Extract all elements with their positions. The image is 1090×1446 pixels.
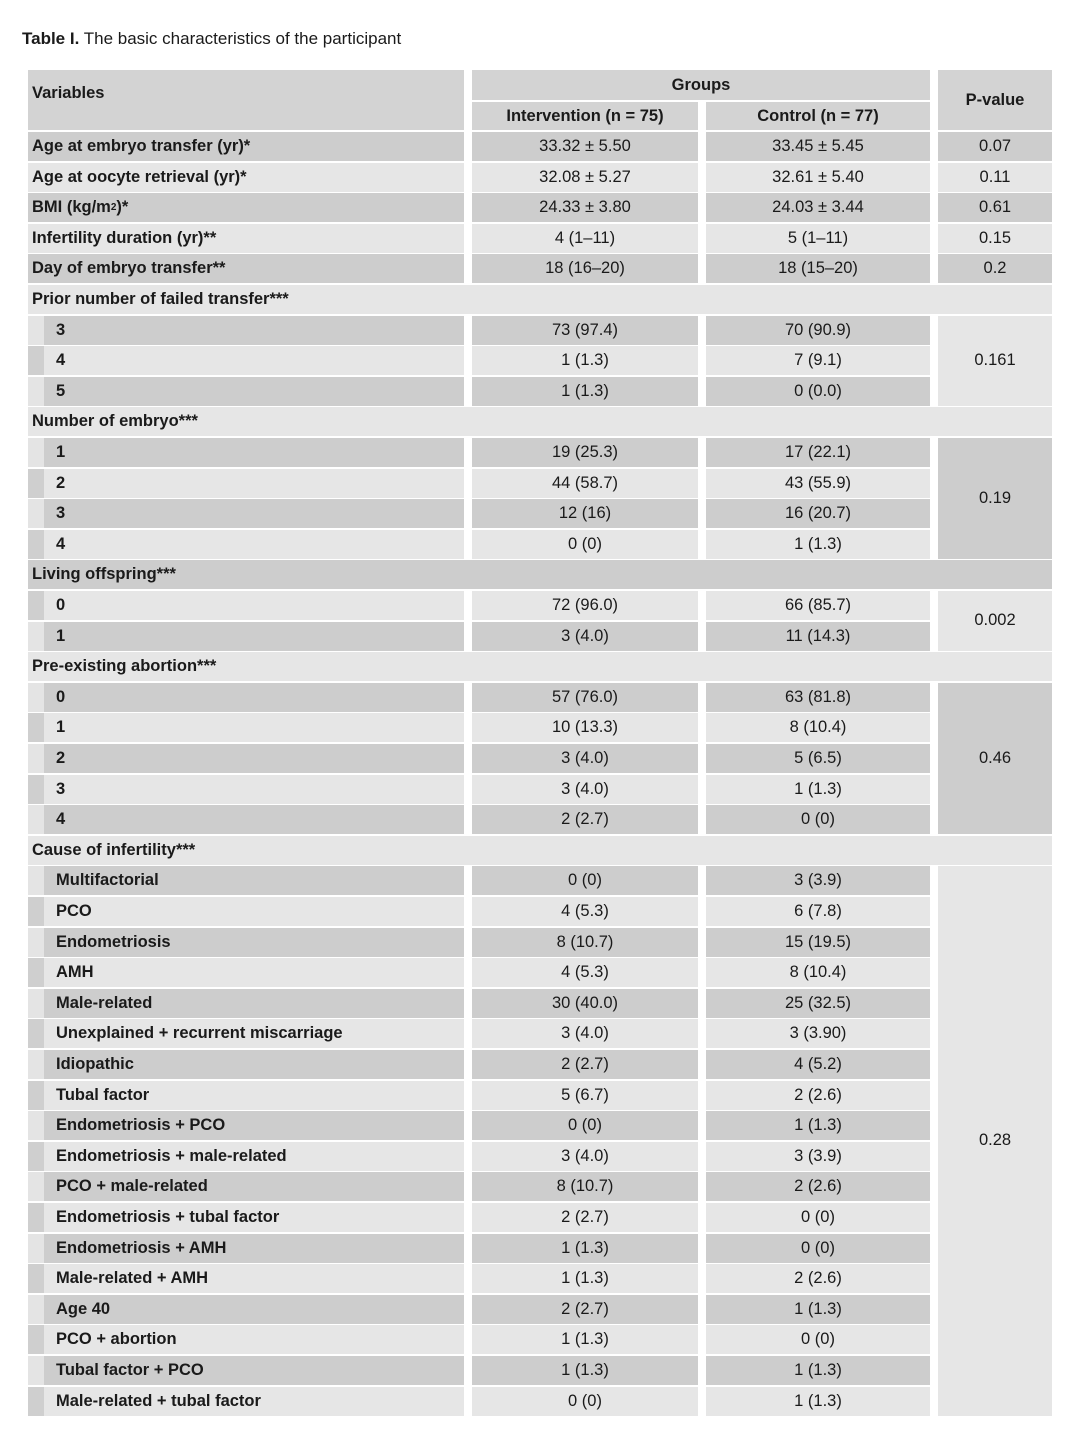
sub-row-label	[28, 928, 464, 957]
row-label-text: Male-related	[56, 993, 153, 1012]
row-label-text: PCO	[56, 902, 92, 920]
control-value	[706, 744, 930, 773]
row-label	[28, 132, 464, 161]
indent-bar	[28, 438, 44, 467]
indent-bar	[28, 1111, 44, 1140]
value-text: 1 (1.3)	[561, 1238, 609, 1257]
indent-bar	[28, 897, 44, 926]
control-value	[706, 897, 930, 926]
sub-row-label	[28, 1019, 464, 1048]
value-text: 0.61	[978, 198, 1012, 217]
value-text: 3 (3.9)	[794, 871, 842, 890]
indent-bar	[28, 1142, 44, 1171]
value-text: 0.15	[978, 228, 1012, 247]
intervention-value	[472, 316, 698, 345]
intervention-value	[472, 1111, 698, 1140]
group-pvalue-cell	[938, 866, 1052, 1415]
intervention-value	[472, 928, 698, 957]
characteristics-table	[28, 70, 1052, 1418]
intervention-value	[472, 254, 698, 283]
intervention-value	[472, 1050, 698, 1079]
control-value	[706, 1295, 930, 1324]
indent-bar	[28, 928, 44, 957]
value-text: 30 (40.0)	[551, 993, 619, 1012]
control-value	[706, 1111, 930, 1140]
header-control: Control (n = 77)	[706, 102, 930, 130]
value-text: 15 (19.5)	[784, 932, 852, 951]
indent-bar	[28, 469, 44, 498]
intervention-value	[472, 163, 698, 192]
value-text: 7 (9.1)	[794, 351, 842, 370]
indent-bar	[28, 958, 44, 987]
table-caption	[22, 29, 401, 49]
value-text: 0.2	[983, 259, 1007, 278]
group-pvalue-cell	[938, 316, 1052, 406]
value-text: 32.61 ± 5.40	[772, 167, 864, 186]
value-text: 8 (10.4)	[789, 718, 847, 737]
control-value	[706, 438, 930, 467]
value-text: 1 (1.3)	[561, 1269, 609, 1288]
intervention-value	[472, 591, 698, 620]
row-label-text: Male-related + AMH	[56, 1269, 209, 1288]
value-text: 19 (25.3)	[551, 443, 619, 461]
value-text: 0 (0.0)	[794, 381, 842, 400]
sub-row-label	[28, 1356, 464, 1385]
control-value	[706, 928, 930, 957]
value-text: 2 (2.6)	[794, 1269, 842, 1288]
value-text: 2 (2.7)	[561, 810, 609, 829]
control-value	[706, 1203, 930, 1232]
value-text: 17 (22.1)	[784, 443, 852, 461]
value-text: 43 (55.9)	[784, 473, 852, 492]
value-text: 0.161	[974, 351, 1016, 370]
intervention-value	[472, 224, 698, 253]
intervention-value	[472, 438, 698, 467]
indent-bar	[28, 713, 44, 742]
value-text: 4 (5.2)	[794, 1055, 842, 1073]
row-label-text: 3	[56, 320, 66, 339]
sub-row-label	[28, 530, 464, 559]
intervention-value	[472, 805, 698, 834]
value-text: 2 (2.7)	[561, 1055, 609, 1073]
row-label-text: Tubal factor + PCO	[56, 1361, 204, 1379]
header-intervention: Intervention (n = 75)	[472, 102, 698, 130]
intervention-value	[472, 1264, 698, 1293]
section-header	[28, 285, 1052, 314]
value-text: 3 (4.0)	[561, 779, 609, 798]
intervention-value	[472, 132, 698, 161]
value-text: 6 (7.8)	[794, 902, 842, 920]
row-label-text: PCO + abortion	[56, 1330, 177, 1349]
indent-bar	[28, 1295, 44, 1324]
value-text: 70 (90.9)	[784, 320, 852, 339]
control-value	[706, 224, 930, 253]
value-text: 33.45 ± 5.45	[772, 137, 864, 155]
row-label-text: Age at embryo transfer (yr)*	[32, 137, 251, 155]
indent-bar	[28, 775, 44, 804]
intervention-value	[472, 1081, 698, 1110]
control-value	[706, 989, 930, 1018]
sub-row-label	[28, 683, 464, 712]
row-label	[28, 224, 464, 253]
sub-row-label	[28, 866, 464, 895]
row-label-text: 4	[56, 534, 66, 553]
intervention-value	[472, 989, 698, 1018]
section-label: Cause of infertility***	[32, 840, 196, 859]
control-value	[706, 683, 930, 712]
row-label-text: Infertility duration (yr)**	[32, 228, 217, 247]
intervention-value	[472, 377, 698, 406]
section-header	[28, 836, 1052, 865]
row-label-text: 0	[56, 687, 66, 706]
row-label-text: Unexplained + recurrent miscarriage	[56, 1024, 343, 1043]
row-label-text: Age at oocyte retrieval (yr)*	[32, 167, 247, 186]
header-variables: Variables	[28, 70, 464, 130]
row-label-text: Endometriosis + AMH	[56, 1238, 227, 1257]
control-value	[706, 1264, 930, 1293]
intervention-value	[472, 469, 698, 498]
indent-bar	[28, 346, 44, 375]
value-text: 18 (16–20)	[545, 259, 625, 278]
intervention-value	[472, 1295, 698, 1324]
pvalue-cell	[938, 163, 1052, 192]
pvalue-cell	[938, 254, 1052, 283]
value-text: 3 (4.0)	[561, 749, 609, 767]
value-text: 1 (1.3)	[561, 351, 609, 370]
value-text: 57 (76.0)	[551, 687, 619, 706]
pvalue-cell	[938, 132, 1052, 161]
intervention-value	[472, 958, 698, 987]
control-value	[706, 163, 930, 192]
value-text: 2 (2.6)	[794, 1085, 842, 1104]
value-text: 24.33 ± 3.80	[539, 198, 631, 217]
control-value	[706, 316, 930, 345]
header-groups: Groups	[472, 70, 930, 100]
indent-bar	[28, 683, 44, 712]
value-text: 66 (85.7)	[784, 596, 852, 614]
value-text: 0 (0)	[568, 1391, 602, 1410]
row-label	[28, 254, 464, 283]
intervention-value	[472, 1172, 698, 1201]
sub-row-label	[28, 1172, 464, 1201]
value-text: 0 (0)	[801, 810, 835, 829]
pvalue-cell	[938, 193, 1052, 222]
indent-bar	[28, 744, 44, 773]
section-header	[28, 560, 1052, 589]
sub-row-label	[28, 499, 464, 528]
value-text: 8 (10.7)	[556, 1177, 614, 1196]
control-value	[706, 1325, 930, 1354]
sub-row-label	[28, 713, 464, 742]
indent-bar	[28, 1234, 44, 1263]
header-pvalue: P-value	[938, 70, 1052, 130]
intervention-value	[472, 866, 698, 895]
row-label-text: PCO + male-related	[56, 1177, 208, 1196]
row-label-text: Endometriosis + tubal factor	[56, 1208, 280, 1226]
control-value	[706, 193, 930, 222]
value-text: 0.28	[978, 1131, 1012, 1150]
value-text: 5 (1–11)	[787, 228, 849, 247]
value-text: 1 (1.3)	[794, 779, 842, 798]
sub-row-label	[28, 1050, 464, 1079]
row-label-text: 5	[56, 381, 66, 400]
control-value	[706, 775, 930, 804]
sub-row-label	[28, 377, 464, 406]
sub-row-label	[28, 805, 464, 834]
value-text: 12 (16)	[558, 504, 612, 523]
row-label-text: 0	[56, 596, 66, 614]
sub-row-label	[28, 989, 464, 1018]
indent-bar	[28, 1081, 44, 1110]
intervention-value	[472, 897, 698, 926]
control-value	[706, 1172, 930, 1201]
pvalue-cell	[938, 224, 1052, 253]
row-label-text: Male-related + tubal factor	[56, 1391, 261, 1410]
group-pvalue-cell	[938, 591, 1052, 651]
row-label-text: Idiopathic	[56, 1055, 134, 1073]
row-label-text: Age 40	[56, 1299, 111, 1318]
row-label-text: Endometriosis	[56, 932, 171, 951]
value-text: 24.03 ± 3.44	[772, 198, 864, 217]
sub-row-label	[28, 958, 464, 987]
value-text: 8 (10.4)	[789, 963, 847, 982]
indent-bar	[28, 866, 44, 895]
control-value	[706, 469, 930, 498]
sub-row-label	[28, 438, 464, 467]
row-label-text: Day of embryo transfer**	[32, 259, 226, 278]
value-text: 3 (3.90)	[789, 1024, 847, 1043]
value-text: 1 (1.3)	[794, 1391, 842, 1410]
control-value	[706, 1142, 930, 1171]
value-text: 4 (5.3)	[561, 963, 609, 982]
control-value	[706, 1387, 930, 1416]
indent-bar	[28, 805, 44, 834]
sub-row-label	[28, 775, 464, 804]
control-value	[706, 254, 930, 283]
row-label-text: Multifactorial	[56, 871, 159, 890]
row-label-text: 1	[56, 626, 66, 645]
group-pvalue-cell	[938, 438, 1052, 559]
row-label-text: Endometriosis + PCO	[56, 1116, 226, 1135]
value-text: 2 (2.7)	[561, 1208, 609, 1226]
intervention-value	[472, 346, 698, 375]
value-text: 3 (4.0)	[561, 1146, 609, 1165]
value-text: 63 (81.8)	[784, 687, 852, 706]
control-value	[706, 346, 930, 375]
value-text: 18 (15–20)	[778, 259, 858, 278]
value-text: 1 (1.3)	[794, 534, 842, 553]
sub-row-label	[28, 316, 464, 345]
table-caption-label: Table I.	[22, 29, 80, 48]
intervention-value	[472, 1203, 698, 1232]
sub-row-label	[28, 1111, 464, 1140]
section-label: Prior number of failed transfer***	[32, 290, 289, 308]
value-text: 8 (10.7)	[556, 932, 614, 951]
value-text: 5 (6.7)	[561, 1085, 609, 1104]
control-value	[706, 591, 930, 620]
sub-row-label	[28, 744, 464, 773]
value-text: 0 (0)	[801, 1208, 835, 1226]
value-text: 2 (2.7)	[561, 1299, 609, 1318]
value-text: 1 (1.3)	[561, 1330, 609, 1349]
row-label-text: 2	[56, 473, 66, 492]
value-text: 0 (0)	[801, 1330, 835, 1349]
row-label-text: Endometriosis + male-related	[56, 1146, 287, 1165]
indent-bar	[28, 1264, 44, 1293]
indent-bar	[28, 1050, 44, 1079]
sub-row-label	[28, 1387, 464, 1416]
value-text: 3 (4.0)	[561, 1024, 609, 1043]
control-value	[706, 1019, 930, 1048]
indent-bar	[28, 499, 44, 528]
control-value	[706, 530, 930, 559]
row-label-text: 3	[56, 779, 66, 798]
value-text: 1 (1.3)	[561, 381, 609, 400]
value-text: 0 (0)	[568, 534, 602, 553]
value-text: 0 (0)	[568, 1116, 602, 1135]
intervention-value	[472, 1356, 698, 1385]
row-label	[28, 163, 464, 192]
control-value	[706, 622, 930, 651]
control-value	[706, 866, 930, 895]
indent-bar	[28, 377, 44, 406]
intervention-value	[472, 744, 698, 773]
sub-row-label	[28, 1234, 464, 1263]
value-text: 5 (6.5)	[794, 749, 842, 767]
indent-bar	[28, 622, 44, 651]
value-text: 11 (14.3)	[785, 626, 851, 645]
value-text: 72 (96.0)	[551, 596, 619, 614]
sub-row-label	[28, 622, 464, 651]
value-text: 0.07	[978, 137, 1012, 155]
section-label: Number of embryo***	[32, 412, 198, 431]
control-value	[706, 1081, 930, 1110]
intervention-value	[472, 530, 698, 559]
value-text: 3 (4.0)	[561, 626, 609, 645]
value-text: 0.46	[978, 748, 1012, 767]
sub-row-label	[28, 591, 464, 620]
indent-bar	[28, 316, 44, 345]
value-text: 3 (3.9)	[794, 1146, 842, 1165]
row-label-suffix: )*	[116, 198, 129, 217]
indent-bar	[28, 1387, 44, 1416]
control-value	[706, 132, 930, 161]
indent-bar	[28, 1356, 44, 1385]
value-text: 0 (0)	[801, 1238, 835, 1257]
sub-row-label	[28, 1081, 464, 1110]
value-text: 33.32 ± 5.50	[539, 137, 631, 155]
row-label-text: BMI (kg/m	[32, 198, 111, 217]
value-text: 0.002	[974, 611, 1016, 630]
row-label-text: 2	[56, 749, 66, 767]
intervention-value	[472, 622, 698, 651]
control-value	[706, 805, 930, 834]
row-label-text: 1	[56, 718, 66, 737]
intervention-value	[472, 683, 698, 712]
section-header	[28, 652, 1052, 681]
value-text: 1 (1.3)	[794, 1361, 842, 1379]
table-caption-text: The basic characteristics of the participant	[79, 29, 402, 48]
control-value	[706, 713, 930, 742]
sub-row-label	[28, 1264, 464, 1293]
value-text: 32.08 ± 5.27	[539, 167, 631, 186]
sub-row-label	[28, 346, 464, 375]
indent-bar	[28, 1172, 44, 1201]
value-text: 1 (1.3)	[561, 1361, 609, 1379]
value-text: 0 (0)	[568, 871, 602, 890]
indent-bar	[28, 530, 44, 559]
section-label: Pre-existing abortion***	[32, 657, 217, 676]
sub-row-label	[28, 1295, 464, 1324]
control-value	[706, 499, 930, 528]
indent-bar	[28, 1203, 44, 1232]
row-label: BMI (kg/m 2 )*	[28, 193, 464, 222]
group-pvalue-cell	[938, 683, 1052, 834]
sub-row-label	[28, 1142, 464, 1171]
value-text: 44 (58.7)	[551, 473, 619, 492]
value-text: 16 (20.7)	[784, 504, 852, 523]
indent-bar	[28, 1019, 44, 1048]
intervention-value	[472, 499, 698, 528]
value-text: 0.19	[978, 488, 1012, 507]
sub-row-label	[28, 1325, 464, 1354]
row-label-text: AMH	[56, 963, 94, 982]
intervention-value	[472, 1387, 698, 1416]
control-value	[706, 958, 930, 987]
sub-row-label	[28, 469, 464, 498]
value-text: 1 (1.3)	[794, 1116, 842, 1135]
section-label: Living offspring***	[32, 565, 176, 584]
row-label-text: 4	[56, 810, 66, 829]
intervention-value	[472, 775, 698, 804]
control-value	[706, 377, 930, 406]
intervention-value	[472, 1325, 698, 1354]
sub-row-label	[28, 897, 464, 926]
intervention-value	[472, 193, 698, 222]
value-text: 2 (2.6)	[794, 1177, 842, 1196]
row-label-text: 1	[56, 443, 66, 461]
value-text: 10 (13.3)	[551, 718, 619, 737]
value-text: 4 (1–11)	[554, 228, 616, 247]
value-text: 0.11	[979, 167, 1011, 186]
row-label-text: Tubal factor	[56, 1085, 150, 1104]
section-header	[28, 407, 1052, 436]
value-text: 1 (1.3)	[794, 1299, 842, 1318]
row-label-text: 4	[56, 351, 66, 370]
intervention-value	[472, 1234, 698, 1263]
indent-bar	[28, 989, 44, 1018]
intervention-value	[472, 713, 698, 742]
indent-bar	[28, 1325, 44, 1354]
control-value	[706, 1356, 930, 1385]
control-value	[706, 1050, 930, 1079]
control-value	[706, 1234, 930, 1263]
value-text: 4 (5.3)	[561, 902, 609, 920]
intervention-value	[472, 1019, 698, 1048]
intervention-value	[472, 1142, 698, 1171]
sub-row-label	[28, 1203, 464, 1232]
row-label-text: 3	[56, 504, 66, 523]
indent-bar	[28, 591, 44, 620]
value-text: 73 (97.4)	[551, 320, 619, 339]
value-text: 25 (32.5)	[784, 993, 852, 1012]
